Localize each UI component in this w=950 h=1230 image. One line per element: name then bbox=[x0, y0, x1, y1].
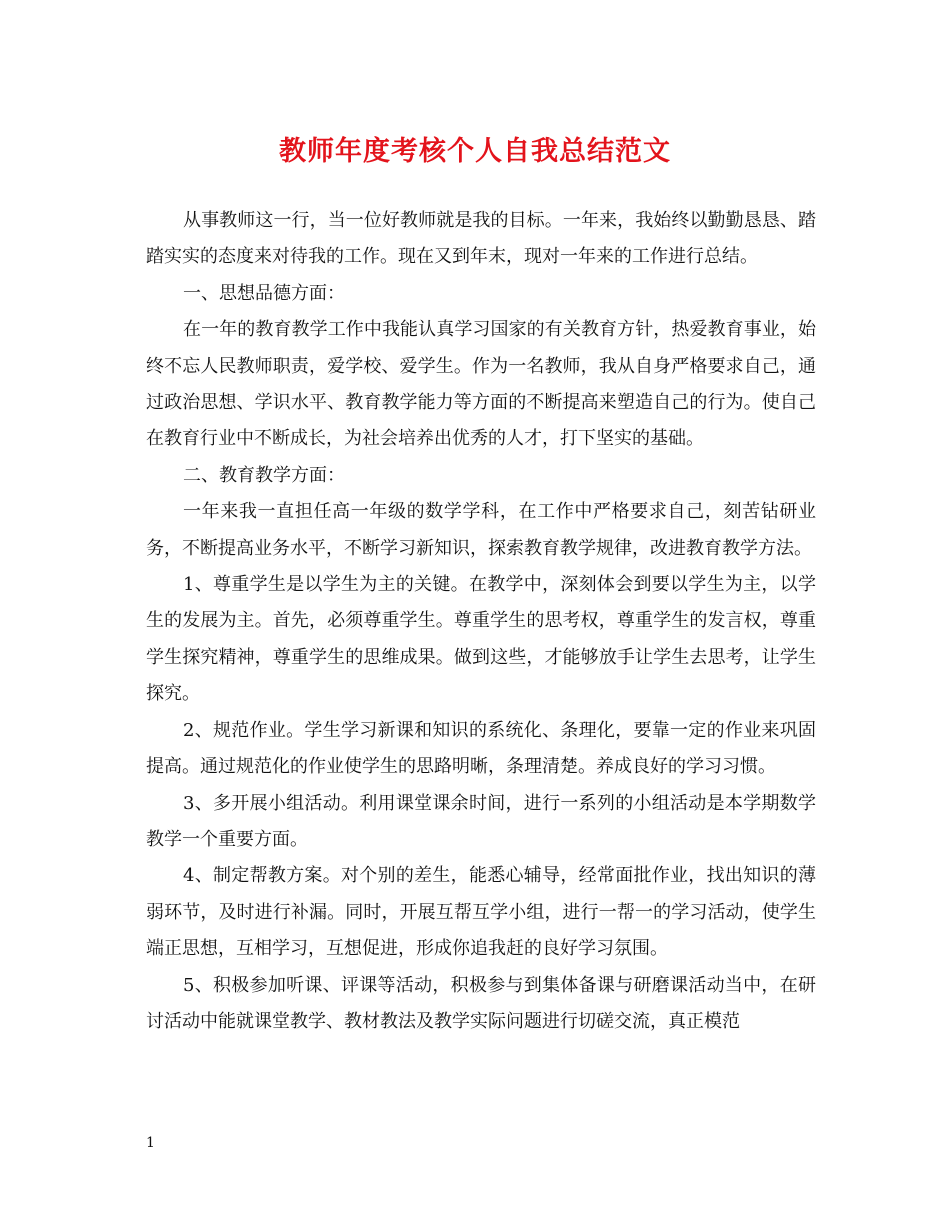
page-title: 教师年度考核个人自我总结范文 bbox=[279, 136, 671, 167]
list-item-respect-students: 1、尊重学生是以学生为主的关键。在教学中，深刻体会到要以学生为主，以学生的发展为主。首先，必须尊重学生。尊重学生的思考权，尊重学生的发言权，尊重学生探究精神，尊重学生的思维成果。做到这些，才能够放手让学生去思考，让学生探究。 bbox=[146, 574, 816, 705]
ideology-paragraph: 在一年的教育教学工作中我能认真学习国家的有关教育方针，热爱教育事业，始终不忘人民教师职责，爱学校、爱学生。作为一名教师，我从自身严格要求自己，通过政治思想、学识水平、教育教学能力等方面的不断提高来塑造自己的行为。使自己在教育行业中不断成长，为社会培养出优秀的人才，打下坚实的基础。 bbox=[146, 319, 816, 450]
document-body bbox=[146, 203, 816, 1040]
section-heading-teaching: 二、教育教学方面： bbox=[183, 464, 345, 486]
teaching-paragraph: 一年来我一直担任高一年级的数学学科，在工作中严格要求自己，刻苦钻研业务，不断提高业务水平，不断学习新知识，探索教育教学规律，改进教育教学方法。 bbox=[146, 501, 816, 559]
section-heading-ideology: 一、思想品德方面： bbox=[183, 282, 345, 304]
intro-paragraph: 从事教师这一行，当一位好教师就是我的目标。一年来，我始终以勤勤恳恳、踏踏实实的态度来对待我的工作。现在又到年末，现对一年来的工作进行总结。 bbox=[146, 210, 816, 268]
list-item-group-activities: 3、多开展小组活动。利用课堂课余时间，进行一系列的小组活动是本学期数学教学一个重要方面。 bbox=[146, 792, 816, 850]
list-item-tutoring-plan: 4、制定帮教方案。对个别的差生，能悉心辅导，经常面批作业，找出知识的薄弱环节，及时进行补漏。同时，开展互帮互学小组，进行一帮一的学习活动，使学生端正思想，互相学习，互想促进，形成你追我赶的良好学习氛围。 bbox=[146, 865, 816, 960]
list-item-lesson-observation: 5、积极参加听课、评课等活动，积极参与到集体备课与研磨课活动当中，在研讨活动中能就课堂教学、教材教法及教学实际问题进行切磋交流，真正模范 bbox=[146, 974, 816, 1032]
list-item-standardize-homework: 2、规范作业。学生学习新课和知识的系统化、条理化，要靠一定的作业来巩固提高。通过规范化的作业使学生的思路明晰，条理清楚。养成良好的学习习惯。 bbox=[146, 719, 816, 778]
page-number: 1 bbox=[146, 1135, 155, 1151]
